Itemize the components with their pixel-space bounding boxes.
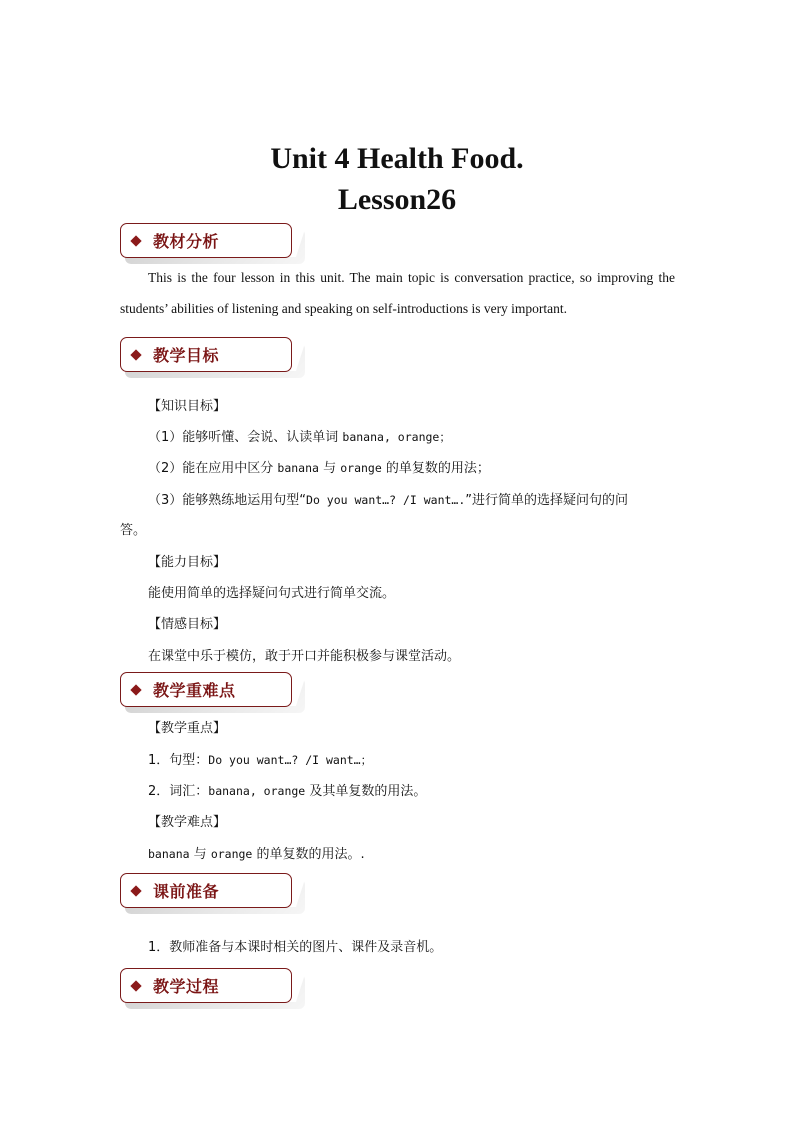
diff-suffix: 的单复数的用法。. <box>252 847 365 862</box>
section-label: 课前准备 <box>153 882 220 901</box>
key2-words: banana, orange <box>208 784 306 798</box>
knowledge-goal-3-cont: 答。 <box>120 523 147 538</box>
section-header-process <box>120 968 294 1005</box>
emotion-goal-text: 在课堂中乐于模仿，敢于开口并能积极参与课堂活动。 <box>148 649 461 664</box>
diamond-bullet-icon <box>130 684 141 695</box>
key-point-1 <box>148 749 372 768</box>
difficult-point-text <box>148 843 365 862</box>
lesson-title: Lesson26 <box>337 183 457 216</box>
section-header-keypoints <box>120 672 294 709</box>
key-point-2 <box>148 780 426 799</box>
key-point-heading: 【教学重点】 <box>148 721 227 736</box>
diff-word2: orange <box>210 847 253 861</box>
k2-mid: 与 <box>318 461 341 476</box>
unit-title: Unit 4 Health Food. <box>270 142 524 175</box>
k2-word2: orange <box>340 461 382 475</box>
analysis-line-1: This is the four lesson in this unit. The main topic is conversation practice, so improving the <box>148 270 675 285</box>
section-label: 教学目标 <box>153 346 220 365</box>
diff-word1: banana <box>148 847 190 861</box>
k2-text: （2）能在应用中区分 <box>148 461 278 476</box>
emotion-goal-heading: 【情感目标】 <box>148 617 227 632</box>
diamond-bullet-icon <box>130 349 141 360</box>
preparation-item-1: 1．教师准备与本课时相关的图片、课件及录音机。 <box>148 940 443 955</box>
key1-prefix: 1．句型： <box>148 753 209 768</box>
section-label: 教材分析 <box>153 232 220 251</box>
k1-text: （1）能够听懂、会说、认读单词 <box>148 430 343 445</box>
k3-pattern: Do you want…? /I want…. <box>306 493 466 507</box>
analysis-line-2: students’ abilities of listening and speaking on self-introductions is very important. <box>120 301 568 316</box>
k3-suffix: ”进行简单的选择疑问句的问 <box>465 493 629 508</box>
key2-prefix: 2．词汇： <box>148 784 209 799</box>
section-header-preparation <box>120 873 294 910</box>
k2-word1: banana <box>277 461 319 475</box>
key2-suffix: 及其单复数的用法。 <box>305 784 427 799</box>
section-label: 教学重难点 <box>153 681 236 700</box>
key1-pattern: Do you want…? /I want…； <box>208 753 373 767</box>
ability-goal-heading: 【能力目标】 <box>148 555 227 570</box>
knowledge-goal-1 <box>148 426 451 445</box>
diamond-bullet-icon <box>130 235 141 246</box>
diff-mid: 与 <box>189 847 211 862</box>
section-label: 教学过程 <box>153 977 220 996</box>
section-header-analysis <box>120 223 294 260</box>
k2-suffix: 的单复数的用法； <box>381 461 490 476</box>
difficult-point-heading: 【教学难点】 <box>148 815 227 830</box>
knowledge-goal-heading: 【知识目标】 <box>148 399 227 414</box>
diamond-bullet-icon <box>130 885 141 896</box>
k1-words: banana, orange； <box>342 430 451 444</box>
knowledge-goal-3 <box>148 489 628 508</box>
k3-text: （3）能够熟练地运用句型“ <box>148 493 307 508</box>
knowledge-goal-2 <box>148 457 490 476</box>
diamond-bullet-icon <box>130 980 141 991</box>
ability-goal-text: 能使用简单的选择疑问句式进行简单交流。 <box>148 586 396 601</box>
section-header-goals <box>120 337 294 374</box>
